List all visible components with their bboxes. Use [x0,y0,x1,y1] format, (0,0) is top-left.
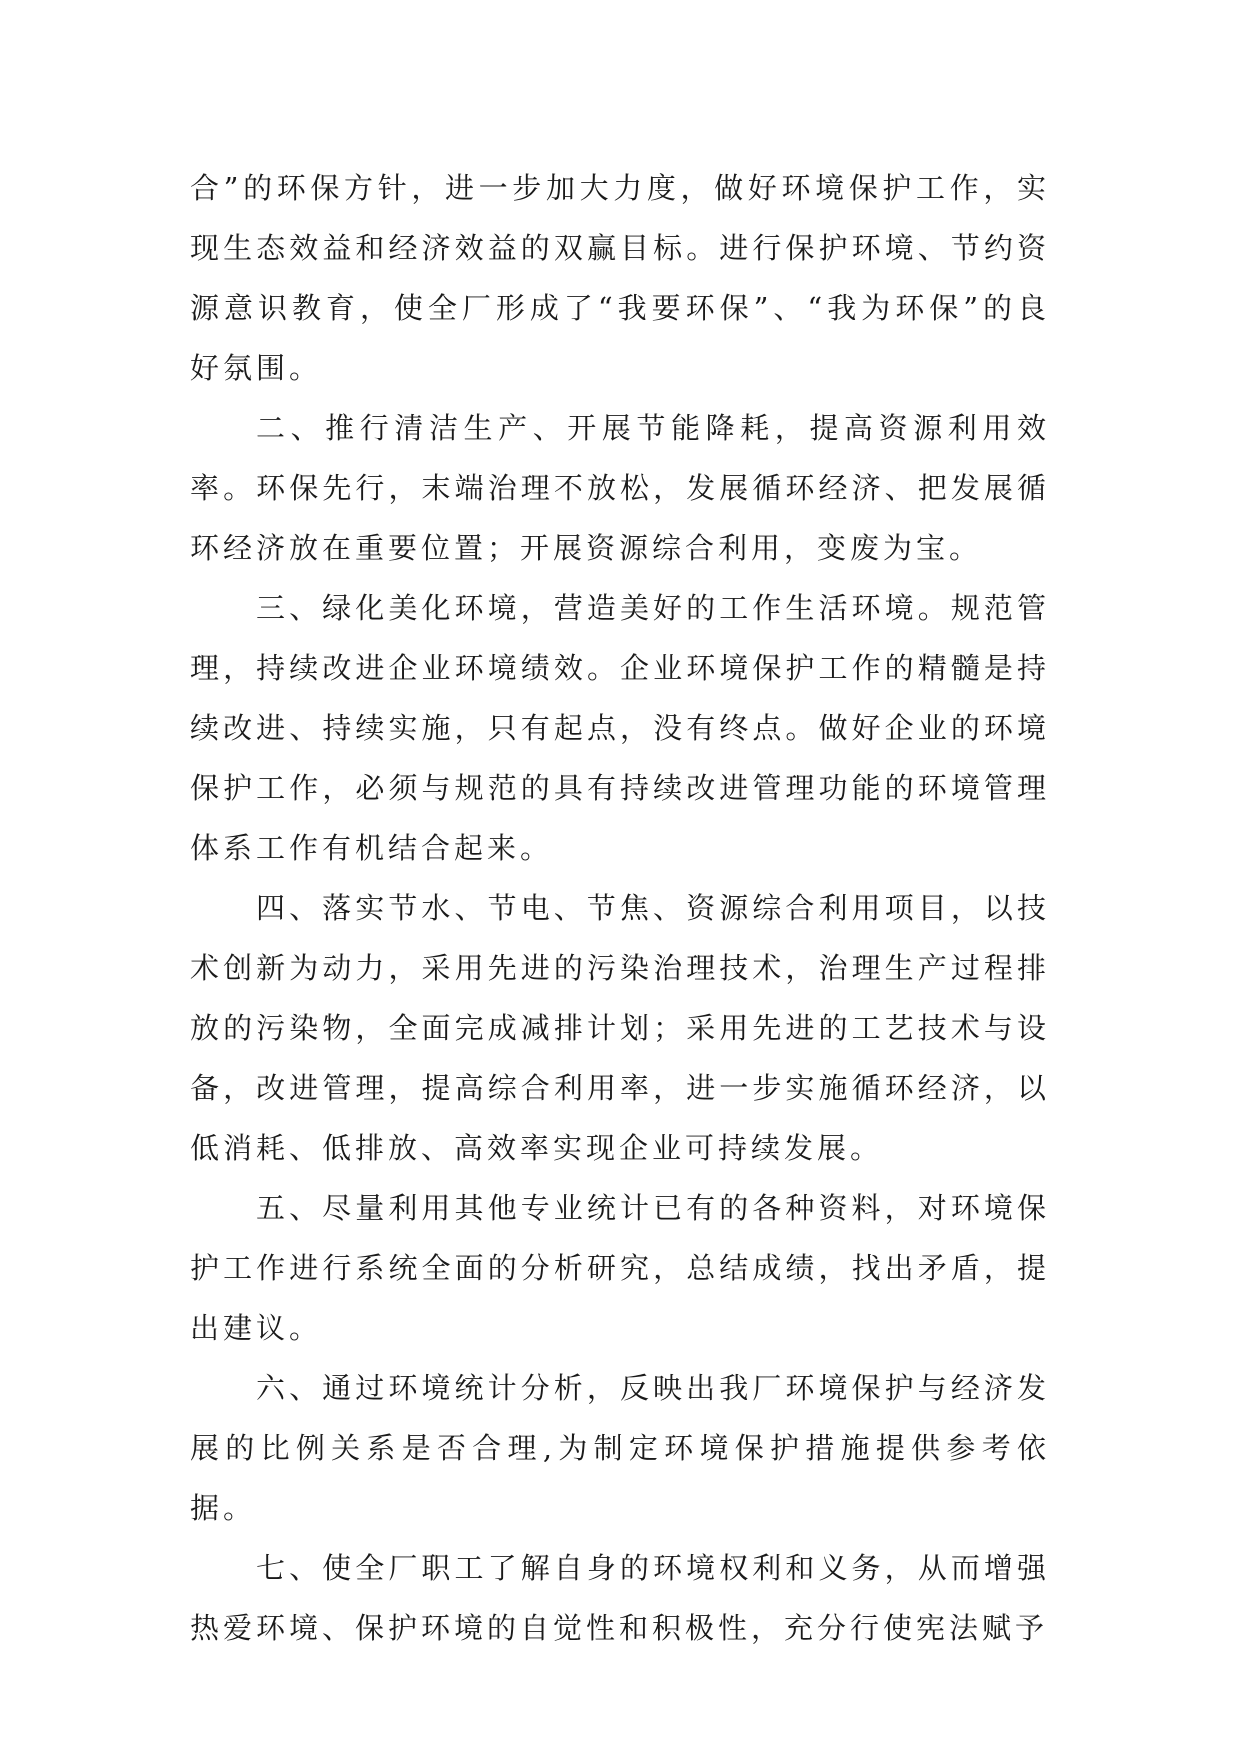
paragraph-item-5: 五、尽量利用其他专业统计已有的各种资料，对环境保护工作进行系统全面的分析研究，总结成绩，找出矛盾，提出建议。 [190,1191,1050,1345]
document-body [190,158,1050,1658]
paragraph-item-2: 二、推行清洁生产、开展节能降耗，提高资源利用效率。环保先行，末端治理不放松，发展循环经济、把发展循环经济放在重要位置；开展资源综合利用，变废为宝。 [190,411,1050,565]
paragraph-item-7: 七、使全厂职工了解自身的环境权利和义务，从而增强热爱环境、保护环境的自觉性和积极性，充分行使宪法赋予 [190,1551,1050,1645]
paragraph-item-4: 四、落实节水、节电、节焦、资源综合利用项目，以技术创新为动力，采用先进的污染治理技术，治理生产过程排放的污染物，全面完成减排计划；采用先进的工艺技术与设备，改进管理，提高综合利用率，进一步实施循环经济，以低消耗、低排放、高效率实现企业可持续发展。 [190,891,1050,1165]
paragraph-continuation: 合”的环保方针，进一步加大力度，做好环境保护工作，实现生态效益和经济效益的双赢目标。进行保护环境、节约资源意识教育，使全厂形成了“我要环保”、“我为环保”的良好氛围。 [190,171,1050,385]
paragraph-item-6: 六、通过环境统计分析，反映出我厂环境保护与经济发展的比例关系是否合理,为制定环境保护措施提供参考依据。 [190,1371,1050,1525]
paragraph-item-3: 三、绿化美化环境，营造美好的工作生活环境。规范管理，持续改进企业环境绩效。企业环境保护工作的精髓是持续改进、持续实施，只有起点，没有终点。做好企业的环境保护工作，必须与规范的具有持续改进管理功能的环境管理体系工作有机结合起来。 [190,591,1050,865]
